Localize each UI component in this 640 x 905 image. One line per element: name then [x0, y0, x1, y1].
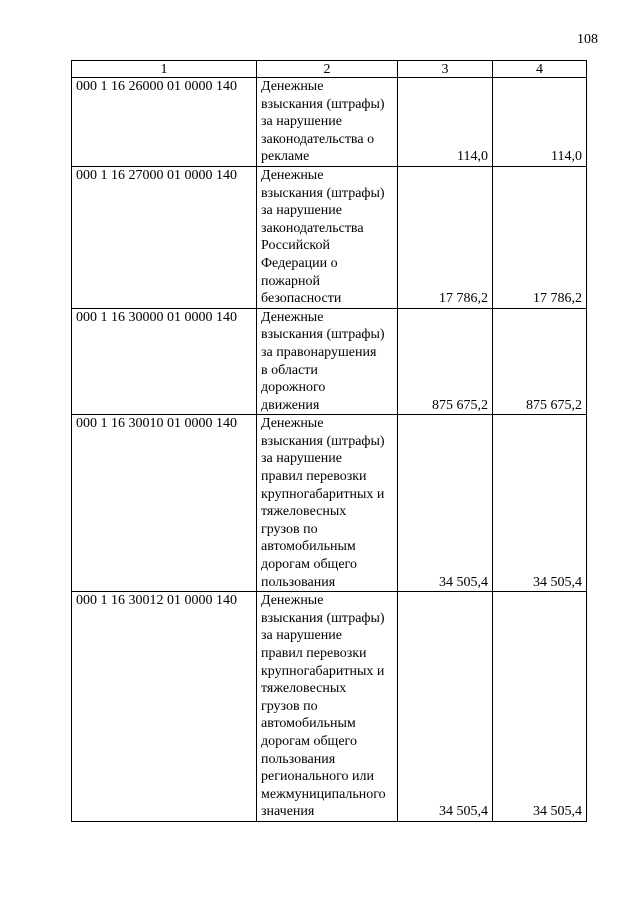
- header-cell-1: 1: [72, 61, 257, 78]
- description-line: тяжеловесных: [261, 681, 347, 697]
- description-line: дорогам общего: [261, 733, 357, 749]
- amount-col4-cell: 875 675,2: [493, 308, 587, 415]
- budget-code-cell: 000 1 16 30012 01 0000 140: [72, 592, 257, 822]
- budget-code-cell: 000 1 16 30010 01 0000 140: [72, 415, 257, 592]
- description-line: тяжеловесных: [261, 504, 347, 520]
- table-row: [72, 592, 587, 822]
- description-line: за нарушение: [261, 451, 342, 467]
- table-row: [72, 308, 587, 415]
- header-row: [72, 61, 587, 78]
- budget-code-cell: 000 1 16 26000 01 0000 140: [72, 78, 257, 167]
- description-line: взыскания (штрафы): [261, 96, 385, 112]
- description-line: за нарушение: [261, 628, 342, 644]
- description-cell: [257, 415, 398, 592]
- description-cell: [257, 166, 398, 308]
- budget-table: [71, 60, 587, 822]
- description-line: законодательства о: [261, 131, 375, 147]
- description-line: Денежные: [261, 593, 324, 609]
- description-line: движения: [261, 397, 320, 413]
- description-line: дорожного: [261, 380, 326, 396]
- description-line: Федерации о: [261, 255, 338, 271]
- description-line: грузов по: [261, 521, 318, 537]
- description-line: за нарушение: [261, 114, 342, 130]
- description-line: взыскания (штрафы): [261, 433, 385, 449]
- amount-col4-cell: 34 505,4: [493, 415, 587, 592]
- description-line: пожарной: [261, 273, 321, 289]
- description-cell: [257, 308, 398, 415]
- amount-col3-cell: 17 786,2: [398, 166, 493, 308]
- table-body: [72, 78, 587, 822]
- description-line: Российской: [261, 238, 330, 254]
- header-cell-2: 2: [257, 61, 398, 78]
- description-line: правил перевозки: [261, 469, 367, 485]
- description-line: Денежные: [261, 309, 324, 325]
- amount-col3-cell: 114,0: [398, 78, 493, 167]
- amount-col3-cell: 34 505,4: [398, 415, 493, 592]
- description-line: взыскания (штрафы): [261, 327, 385, 343]
- amount-col4-cell: 114,0: [493, 78, 587, 167]
- description-line: за правонарушения: [261, 344, 377, 360]
- description-line: межмуниципального: [261, 786, 386, 802]
- description-line: регионального или: [261, 769, 375, 785]
- description-line: правил перевозки: [261, 646, 367, 661]
- description-line: грузов по: [261, 698, 318, 714]
- description-line: автомобильным: [261, 716, 356, 732]
- description-line: дорогам общего: [261, 557, 357, 573]
- description-line: автомобильным: [261, 539, 356, 555]
- description-line: крупногабаритных и: [261, 663, 385, 679]
- amount-col4-cell: 34 505,4: [493, 592, 587, 822]
- page-number: 108: [577, 32, 598, 47]
- table-row: [72, 78, 587, 167]
- description-line: пользования: [261, 751, 336, 767]
- description-line: пользования: [261, 574, 336, 590]
- description-line: Денежные: [261, 79, 324, 94]
- description-line: рекламе: [261, 149, 310, 165]
- table-row: [72, 166, 587, 308]
- amount-col4-cell: 17 786,2: [493, 166, 587, 308]
- description-cell: [257, 592, 398, 822]
- table-row: [72, 415, 587, 592]
- description-line: значения: [261, 804, 315, 820]
- header-cell-4: 4: [493, 61, 587, 78]
- description-line: взыскания (штрафы): [261, 185, 385, 201]
- description-cell: [257, 78, 398, 167]
- description-line: за нарушение: [261, 203, 342, 219]
- description-line: в области: [261, 362, 318, 378]
- description-line: безопасности: [261, 291, 342, 307]
- description-line: взыскания (штрафы): [261, 610, 385, 626]
- budget-code-cell: 000 1 16 27000 01 0000 140: [72, 166, 257, 308]
- description-line: Денежные: [261, 416, 324, 432]
- amount-col3-cell: 34 505,4: [398, 592, 493, 822]
- header-cell-3: 3: [398, 61, 493, 78]
- description-line: крупногабаритных и: [261, 486, 385, 502]
- description-line: Денежные: [261, 167, 324, 183]
- amount-col3-cell: 875 675,2: [398, 308, 493, 415]
- budget-code-cell: 000 1 16 30000 01 0000 140: [72, 308, 257, 415]
- description-line: законодательства: [261, 220, 364, 236]
